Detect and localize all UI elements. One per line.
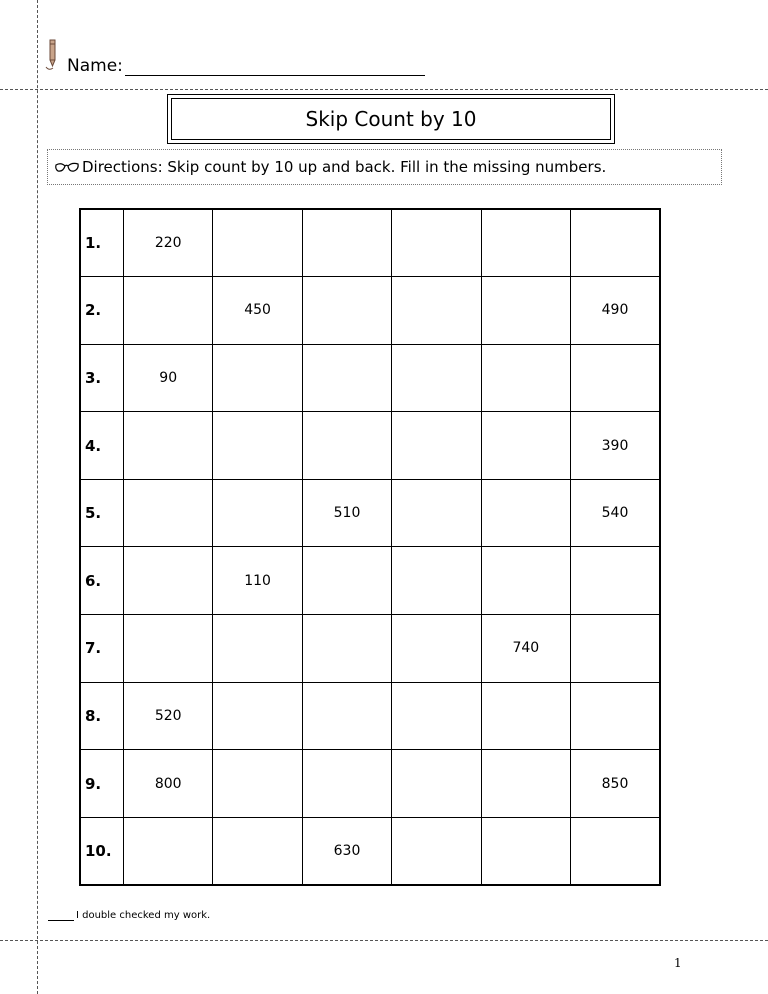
- grid-row: [80, 344, 660, 412]
- blank-answer-cell[interactable]: [571, 344, 660, 412]
- given-number-cell: 220: [124, 209, 213, 277]
- glasses-icon: [54, 160, 80, 174]
- blank-answer-cell[interactable]: [302, 344, 391, 412]
- blank-answer-cell[interactable]: [302, 547, 391, 615]
- directions-text: Directions: Skip count by 10 up and back. Fill in the missing numbers.: [82, 158, 607, 176]
- name-label: Name:: [67, 56, 123, 76]
- blank-answer-cell[interactable]: [481, 817, 570, 885]
- blank-answer-cell[interactable]: [302, 615, 391, 683]
- blank-answer-cell[interactable]: [302, 682, 391, 750]
- row-number: 3.: [80, 344, 124, 412]
- blank-answer-cell[interactable]: [392, 479, 481, 547]
- blank-answer-cell[interactable]: [481, 277, 570, 345]
- blank-answer-cell[interactable]: [302, 750, 391, 818]
- self-check-row: [48, 910, 210, 921]
- margin-vertical-line: [37, 0, 38, 994]
- blank-answer-cell[interactable]: [124, 479, 213, 547]
- blank-answer-cell[interactable]: [481, 547, 570, 615]
- blank-answer-cell[interactable]: [481, 682, 570, 750]
- grid-row: [80, 277, 660, 345]
- blank-answer-cell[interactable]: [392, 682, 481, 750]
- pencil-icon: [44, 38, 64, 72]
- blank-answer-cell[interactable]: [392, 817, 481, 885]
- blank-answer-cell[interactable]: [213, 682, 302, 750]
- blank-answer-cell[interactable]: [392, 344, 481, 412]
- title-box: [167, 94, 615, 144]
- grid-row: [80, 682, 660, 750]
- row-number: 5.: [80, 479, 124, 547]
- blank-answer-cell[interactable]: [392, 209, 481, 277]
- grid-row: [80, 817, 660, 885]
- grid-row: [80, 547, 660, 615]
- blank-answer-cell[interactable]: [571, 817, 660, 885]
- blank-answer-cell[interactable]: [302, 277, 391, 345]
- blank-answer-cell[interactable]: [213, 817, 302, 885]
- blank-answer-cell[interactable]: [481, 750, 570, 818]
- blank-answer-cell[interactable]: [392, 277, 481, 345]
- row-number: 9.: [80, 750, 124, 818]
- row-number: 6.: [80, 547, 124, 615]
- blank-answer-cell[interactable]: [124, 817, 213, 885]
- skip-count-grid: [79, 208, 661, 886]
- blank-answer-cell[interactable]: [213, 209, 302, 277]
- blank-answer-cell[interactable]: [571, 547, 660, 615]
- blank-answer-cell[interactable]: [124, 277, 213, 345]
- given-number-cell: 520: [124, 682, 213, 750]
- blank-answer-cell[interactable]: [392, 412, 481, 480]
- blank-answer-cell[interactable]: [213, 479, 302, 547]
- given-number-cell: 90: [124, 344, 213, 412]
- footer-divider-line: [0, 940, 768, 941]
- blank-answer-cell[interactable]: [392, 750, 481, 818]
- blank-answer-cell[interactable]: [213, 750, 302, 818]
- given-number-cell: 490: [571, 277, 660, 345]
- page-title: Skip Count by 10: [171, 98, 611, 140]
- blank-answer-cell[interactable]: [481, 344, 570, 412]
- grid-row: [80, 479, 660, 547]
- blank-answer-cell[interactable]: [213, 615, 302, 683]
- grid-row: [80, 750, 660, 818]
- given-number-cell: 850: [571, 750, 660, 818]
- blank-answer-cell[interactable]: [124, 412, 213, 480]
- blank-answer-cell[interactable]: [213, 344, 302, 412]
- blank-answer-cell[interactable]: [124, 615, 213, 683]
- blank-answer-cell[interactable]: [302, 209, 391, 277]
- blank-answer-cell[interactable]: [571, 209, 660, 277]
- given-number-cell: 110: [213, 547, 302, 615]
- row-number: 8.: [80, 682, 124, 750]
- given-number-cell: 540: [571, 479, 660, 547]
- header-divider-line: [0, 89, 768, 90]
- name-field-row: [67, 56, 425, 76]
- directions-box: [47, 149, 722, 185]
- grid-row: [80, 615, 660, 683]
- page-number: 1: [674, 956, 682, 970]
- self-check-blank[interactable]: [48, 910, 74, 921]
- given-number-cell: 390: [571, 412, 660, 480]
- row-number: 7.: [80, 615, 124, 683]
- blank-answer-cell[interactable]: [392, 615, 481, 683]
- blank-answer-cell[interactable]: [481, 479, 570, 547]
- blank-answer-cell[interactable]: [124, 547, 213, 615]
- self-check-text: I double checked my work.: [76, 910, 211, 921]
- blank-answer-cell[interactable]: [481, 209, 570, 277]
- given-number-cell: 800: [124, 750, 213, 818]
- given-number-cell: 740: [481, 615, 570, 683]
- blank-answer-cell[interactable]: [213, 412, 302, 480]
- row-number: 1.: [80, 209, 124, 277]
- blank-answer-cell[interactable]: [481, 412, 570, 480]
- given-number-cell: 630: [302, 817, 391, 885]
- grid-row: [80, 412, 660, 480]
- blank-answer-cell[interactable]: [571, 615, 660, 683]
- given-number-cell: 450: [213, 277, 302, 345]
- blank-answer-cell[interactable]: [392, 547, 481, 615]
- name-field[interactable]: [125, 56, 425, 76]
- given-number-cell: 510: [302, 479, 391, 547]
- row-number: 4.: [80, 412, 124, 480]
- grid-row: [80, 209, 660, 277]
- row-number: 2.: [80, 277, 124, 345]
- blank-answer-cell[interactable]: [302, 412, 391, 480]
- blank-answer-cell[interactable]: [571, 682, 660, 750]
- row-number: 10.: [80, 817, 124, 885]
